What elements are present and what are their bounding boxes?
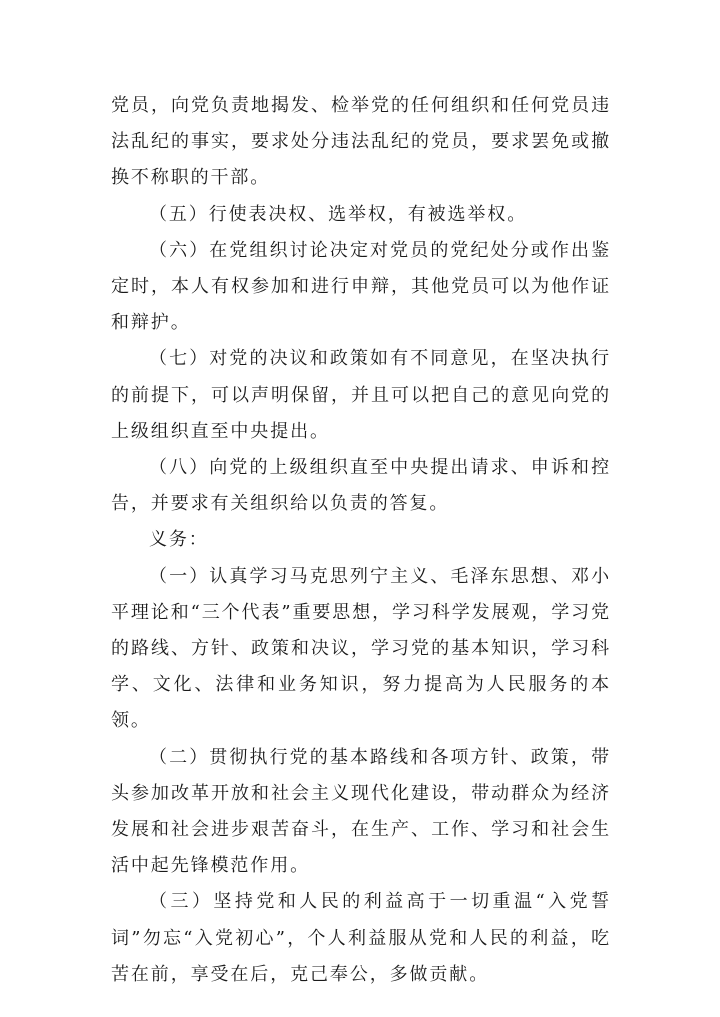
paragraph-right-6: （六）在党组织讨论决定对党员的党纪处分或作出鉴定时，本人有权参加和进行申辩，其他党员可以为他作证和辩护。 bbox=[111, 239, 611, 334]
paragraph-duty-2: （二）贯彻执行党的基本路线和各项方针、政策，带头参加改革开放和社会主义现代化建设，带动群众为经济发展和社会进步艰苦奋斗，在生产、工作、学习和社会生活中起先锋模范作用。 bbox=[111, 746, 611, 877]
paragraph-duty-1: （一）认真学习马克思列宁主义、毛泽东思想、邓小平理论和“三个代表”重要思想，学习科学发展观，学习党的路线、方针、政策和决议，学习党的基本知识，学习科学、文化、法律和业务知识，努力提高为人民服务的本领。 bbox=[111, 565, 611, 732]
paragraph-right-5: （五）行使表决权、选举权，有被选举权。 bbox=[149, 203, 528, 225]
paragraph-duty-3: （三）坚持党和人民的利益高于一切重温“入党誓词”勿忘“入党初心”，个人利益服从党和人民的利益，吃苦在前，享受在后，克己奉公，多做贡献。 bbox=[111, 891, 611, 985]
document-body bbox=[111, 88, 611, 993]
paragraph-right-8: （八）向党的上级组织直至中央提出请求、申诉和控告，并要求有关组织给以负责的答复。 bbox=[111, 457, 611, 515]
paragraph-right-7: （七）对党的决议和政策如有不同意见，在坚决执行的前提下，可以声明保留，并且可以把自己的意见向党的上级组织直至中央提出。 bbox=[111, 348, 611, 442]
section-heading-duties: 义务： bbox=[149, 529, 209, 551]
paragraph-rights-continued: 党员，向党负责地揭发、检举党的任何组织和任何党员违法乱纪的事实，要求处分违法乱纪的党员，要求罢免或撤换不称职的干部。 bbox=[111, 95, 611, 189]
